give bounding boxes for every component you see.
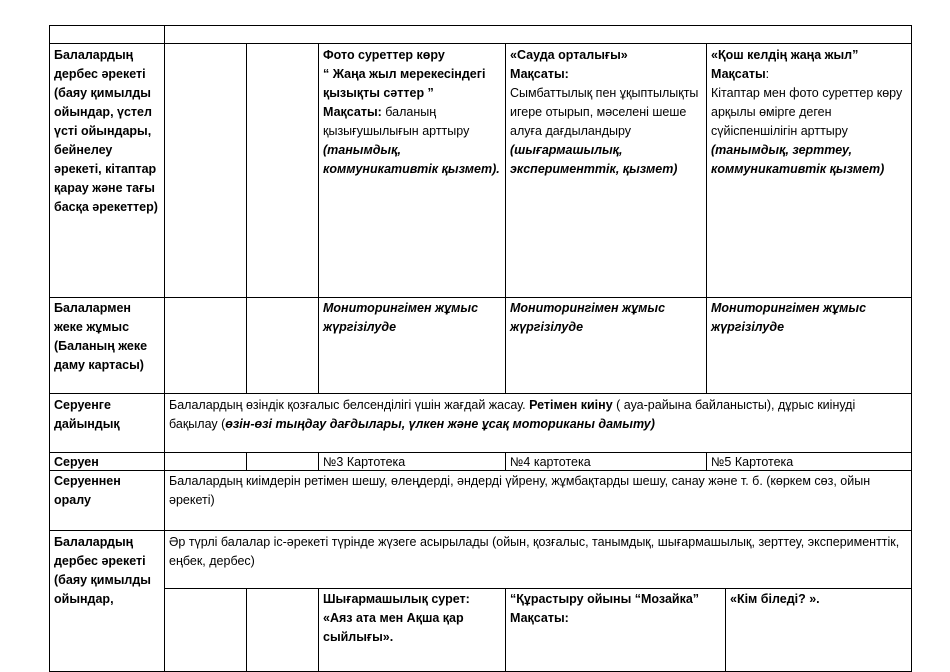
row-label-text: Серуен [54, 455, 99, 469]
walk-card-cell [318, 452, 505, 470]
mosaic-game-title: “Құрастыру ойыны “Мозайка” [510, 592, 700, 606]
empty-cell [246, 43, 318, 297]
row-label-text: Балалармен жеке жұмыс (Баланың жеке даму картасы) [54, 301, 148, 372]
goal-text: Сымбаттылық пен ұқыптылықты игере отырып, мәселені шеше алуға дағдыландыру [510, 86, 699, 138]
walk-prep-text-c: ( ауа-райына байланысты), дұрыс киінуді бақылау ( [169, 398, 856, 431]
monitoring-cell [318, 297, 505, 393]
drawing-activity-text: Шығармашылық сурет: «Аяз ата мен Ақша қар сыйлығы». [323, 592, 470, 644]
row-label-independent-activity-2 [49, 530, 164, 672]
table-cell-top-left [49, 25, 164, 43]
drawing-activity-cell [318, 588, 505, 672]
monitoring-text: Мониторингімен жұмыс жүргізілуде [510, 301, 666, 334]
row-label-text: Серуеннен оралу [54, 474, 121, 507]
walk-prep-text-d: өзін-өзі тыңдау дағдылары, үлкен және ұсақ моториканы дамыту) [225, 417, 655, 431]
monitoring-text: Мониторингімен жұмыс жүргізілуде [711, 301, 867, 334]
goal-label: Мақсаты: [510, 67, 569, 81]
table-right-border [911, 25, 912, 672]
goal-text: баланың қызығушылығын арттыру [323, 105, 470, 138]
walk-card-cell [706, 452, 911, 470]
activity-tags: (шығармашылық, эксперименттік, қызмет) [510, 143, 678, 176]
empty-cell [246, 297, 318, 393]
goal-label: Мақсаты: [323, 105, 382, 119]
goal-text: Кітаптар мен фото суреттер көру арқылы өмірге деген сүйіспеншілігін арттыру [711, 86, 903, 138]
walk-card-text: №5 Картотека [711, 455, 794, 469]
return-text: Балалардың киімдерін ретімен шешу, өлеңдерді, әндерді үйрену, жұмбақтарды шешу, санау және т. б. (көркем сөз, ойын әрекеті) [169, 474, 871, 507]
row-label-text: Серуенге дайындық [54, 398, 120, 431]
activity-title: Фото суреттер көру [323, 48, 445, 62]
activity-title: «Сауда орталығы» [510, 48, 628, 62]
walk-prep-text-cell [164, 393, 911, 452]
activity-title: «Қош келдің жаңа жыл” [711, 48, 859, 62]
goal-colon: : [765, 67, 770, 81]
empty-cell [246, 588, 318, 672]
monitoring-cell [706, 297, 911, 393]
row-label-text: Балалардың дербес әрекеті (баяу қимылды ойындар, үстел үсті ойындары, бейнелеу әрекеті, кітаптар қарау және тағы басқа әрекеттер) [54, 48, 158, 214]
mosaic-game-goal: Мақсаты: [510, 611, 569, 625]
mosaic-game-cell [505, 588, 725, 672]
walk-prep-text-a: Балалардың өзіндік қозғалыс белсенділігі үшін жағдай жасау. [169, 398, 530, 412]
empty-cell [164, 452, 246, 470]
activity-cell-photos [318, 43, 505, 297]
activity-cell-new-year [706, 43, 911, 297]
activity-2-text: Әр түрлі балалар іс-әрекеті түрінде жүзеге асырылады (ойын, қозғалыс, танымдық, шығармашылық, зерттеу, эксперименттік, еңбек, дербес) [169, 535, 900, 568]
who-knows-text: «Кім біледі? ». [730, 592, 820, 606]
monitoring-text: Мониторингімен жұмыс жүргізілуде [323, 301, 479, 334]
walk-card-text: №4 картотека [510, 455, 591, 469]
row-label-walk [49, 452, 164, 470]
row-label-individual-work [49, 297, 164, 393]
goal-label: Мақсаты [711, 67, 766, 81]
activity-tags: (танымдық, зерттеу, коммуникативтік қызмет) [711, 143, 885, 176]
activity-tags: (танымдық, коммуникативтік қызмет). [323, 143, 500, 176]
row-label-return [49, 470, 164, 530]
who-knows-cell [725, 588, 911, 672]
walk-card-cell [505, 452, 706, 470]
table-cell-top-wide [164, 25, 911, 43]
walk-prep-text-b: Ретімен киіну [529, 398, 613, 412]
activity-cell-shopping [505, 43, 706, 297]
empty-cell [164, 43, 246, 297]
activity-2-text-cell [164, 530, 911, 588]
row-label-walk-prep [49, 393, 164, 452]
monitoring-cell [505, 297, 706, 393]
empty-cell [246, 452, 318, 470]
empty-cell [164, 297, 246, 393]
row-label-text: Балалардың дербес әрекеті (баяу қимылды ойындар, [54, 535, 151, 606]
activity-subtitle: “ Жаңа жыл мерекесіндегі қызықты сәттер ” [323, 67, 486, 100]
walk-card-text: №3 Картотека [323, 455, 406, 469]
empty-cell [164, 588, 246, 672]
return-text-cell [164, 470, 911, 530]
row-label-independent-activity [49, 43, 164, 297]
